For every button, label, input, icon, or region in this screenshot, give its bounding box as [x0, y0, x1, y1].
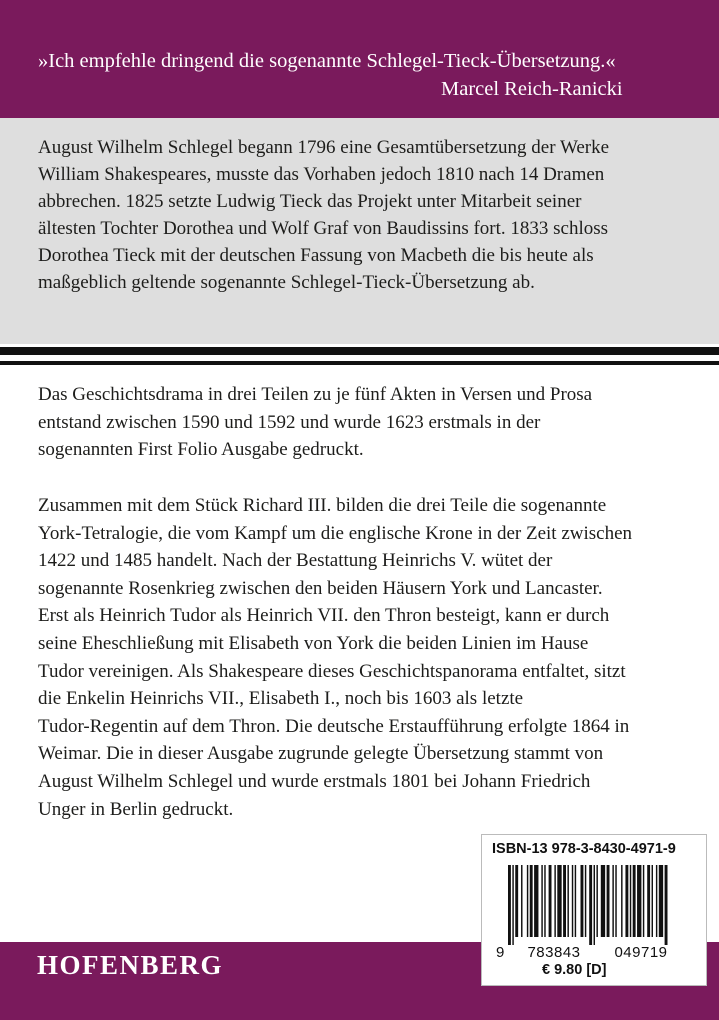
- barcode-bar: [585, 865, 586, 937]
- body-line: Erst als Heinrich Tudor als Heinrich VII. den Thron besteigt, kann er durch: [38, 605, 610, 627]
- barcode-bar: [544, 865, 545, 937]
- body-line: die Enkelin Heinrichs VII., Elisabeth I., noch bis 1603 als letzte: [38, 688, 524, 710]
- barcode-bar: [563, 865, 566, 937]
- barcode-bar: [527, 865, 528, 937]
- barcode-graphic: [490, 865, 700, 961]
- barcode-bar: [549, 865, 552, 937]
- barcode-bar: [567, 865, 568, 937]
- barcode-bar: [601, 865, 605, 937]
- barcode-bar: [594, 865, 595, 945]
- barcode-bar: [621, 865, 622, 937]
- body-paragraph-2: [38, 492, 698, 823]
- barcode-bar: [554, 865, 555, 937]
- isbn-barcode-box: [481, 834, 707, 986]
- body-line: entstand zwischen 1590 und 1592 und wurde 1623 erstmals in der: [38, 411, 541, 433]
- intro-line: Dorothea Tieck mit der deutschen Fassung von Macbeth die bis heute als: [38, 245, 594, 266]
- barcode-bars: [508, 865, 668, 945]
- barcode-bar: [589, 865, 592, 945]
- body-line: Tudor-Regentin auf dem Thron. Die deutsche Erstaufführung erfolgte 1864 in: [38, 715, 630, 737]
- intro-text: [38, 134, 698, 296]
- divider-thin: [0, 361, 719, 365]
- intro-line: August Wilhelm Schlegel begann 1796 eine Gesamtübersetzung der Werke: [38, 137, 610, 158]
- barcode-bar: [521, 865, 522, 937]
- barcode-bar: [633, 865, 636, 937]
- barcode-bar: [508, 865, 511, 945]
- barcode-bar: [530, 865, 533, 937]
- barcode-bar: [607, 865, 610, 937]
- body-line: 1422 und 1485 handelt. Nach der Bestattung Heinrichs V. wütet der: [38, 550, 553, 572]
- barcode-bar: [541, 865, 542, 937]
- barcode-right-digits: 049719: [614, 944, 668, 961]
- body-line: York-Tetralogie, die vom Kampf um die englische Krone in der Zeit zwischen: [38, 522, 633, 544]
- intro-line: William Shakespeares, musste das Vorhaben jedoch 1810 nach 14 Dramen: [38, 164, 605, 185]
- intro-line: abbrechen. 1825 setzte Ludwig Tieck das Projekt unter Mitarbeit seiner: [38, 191, 582, 212]
- body-line: August Wilhelm Schlegel und wurde erstmals 1801 bei Johann Friedrich: [38, 770, 591, 792]
- barcode-bar: [615, 865, 616, 937]
- price-label: € 9.80 [D]: [542, 962, 607, 978]
- body-line: Weimar. Die in dieser Ausgabe zugrunde gelegte Übersetzung stammt von: [38, 743, 604, 765]
- barcode-bar: [625, 865, 628, 937]
- blurb-quote: »Ich empfehle dringend die sogenannte Schlegel-Tieck-Übersetzung.«: [38, 50, 616, 72]
- body-line: Das Geschichtsdrama in drei Teilen zu je fünf Akten in Versen und Prosa: [38, 384, 593, 405]
- isbn-label: ISBN-13 978-3-8430-4971-9: [492, 841, 676, 857]
- barcode-bar: [647, 865, 650, 937]
- body-line: sogenannten First Folio Ausgabe gedruckt.: [38, 439, 364, 461]
- barcode-bar: [512, 865, 513, 945]
- body-paragraph-1: [38, 381, 698, 464]
- barcode-bar: [612, 865, 613, 937]
- body-line: Zusammen mit dem Stück Richard III. bilden die drei Teile die sogenannte: [38, 495, 607, 516]
- barcode-left-digits: 783843: [527, 944, 581, 961]
- barcode-bar: [665, 865, 668, 945]
- barcode-bar: [572, 865, 573, 937]
- barcode-bar: [652, 865, 653, 937]
- body-line: Unger in Berlin gedruckt.: [38, 798, 234, 820]
- barcode-bar: [581, 865, 584, 937]
- body-line: seine Eheschließung mit Elisabeth von York die beiden Linien im Hause: [38, 632, 589, 654]
- barcode-bar: [630, 865, 631, 937]
- body-line: sogenannte Rosenkrieg zwischen den beiden Häusern York und Lancaster.: [38, 577, 603, 599]
- divider-thick: [0, 347, 719, 355]
- body-line: Tudor vereinigen. Als Shakespeare dieses Geschichtspanorama entfaltet, sitzt: [38, 660, 626, 682]
- barcode-bar: [534, 865, 538, 937]
- barcode-bar: [637, 865, 641, 937]
- barcode-bar: [557, 865, 561, 937]
- barcode-bar: [643, 865, 644, 937]
- publisher-logo: HOFENBERG: [37, 950, 224, 980]
- barcode-bar: [656, 865, 657, 937]
- barcode-bar: [596, 865, 597, 937]
- intro-line: ältesten Tochter Dorothea und Wolf Graf von Baudissins fort. 1833 schloss: [38, 218, 609, 239]
- barcode-first-digit: 9: [496, 944, 505, 961]
- barcode-bar: [659, 865, 663, 937]
- intro-line: maßgeblich geltende sogenannte Schlegel-Tieck-Übersetzung ab.: [38, 272, 535, 293]
- barcode-bar: [575, 865, 576, 937]
- blurb-author: Marcel Reich-Ranicki: [441, 78, 623, 100]
- barcode-bar: [515, 865, 518, 937]
